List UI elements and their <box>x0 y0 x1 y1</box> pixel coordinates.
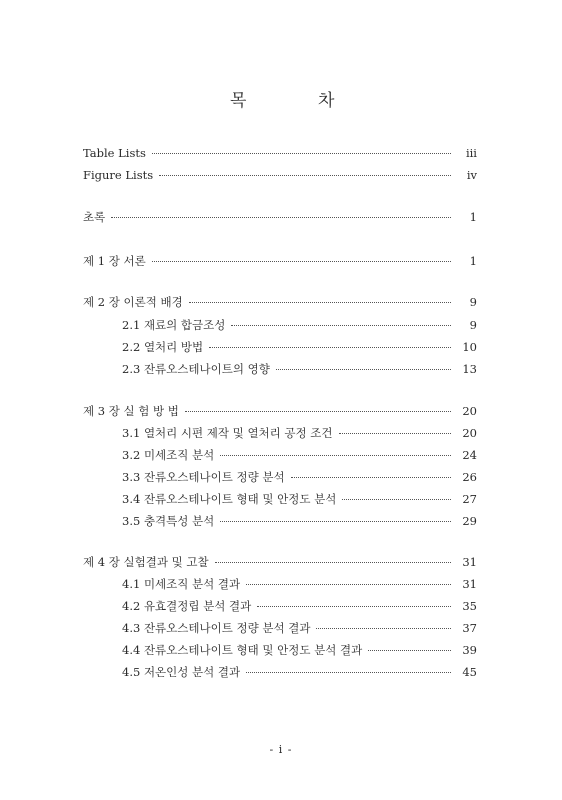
toc-entry-page: 9 <box>469 295 477 309</box>
toc-leader-dots <box>342 499 451 500</box>
toc-leader-dots <box>185 411 451 412</box>
toc-entry-section-2-3[interactable] <box>0 360 562 378</box>
toc-entry-label: 3.4 잔류오스테나이트 형태 및 안정도 분석 <box>122 492 337 506</box>
toc-entry-page: 24 <box>462 448 477 462</box>
toc-leader-dots <box>257 606 451 607</box>
toc-title-left: 목 <box>230 91 247 111</box>
toc-leader-dots <box>316 628 451 629</box>
toc-entry-page: 20 <box>462 426 477 440</box>
toc-entry-page: 1 <box>469 254 477 268</box>
toc-title-right: 차 <box>318 91 335 111</box>
toc-entry-page: 29 <box>462 514 477 528</box>
toc-entry-page: 31 <box>462 555 477 569</box>
toc-entry-section-4-2[interactable] <box>0 597 562 615</box>
toc-leader-dots <box>111 217 451 218</box>
toc-leader-dots <box>246 584 451 585</box>
toc-leader-dots <box>339 433 451 434</box>
toc-leader-dots <box>220 521 451 522</box>
toc-entry-abstract[interactable] <box>0 208 562 226</box>
toc-entry-section-3-4[interactable] <box>0 490 562 508</box>
toc-leader-dots <box>246 672 451 673</box>
toc-entry-page: 1 <box>469 210 477 224</box>
toc-entry-section-2-2[interactable] <box>0 338 562 356</box>
toc-leader-dots <box>159 175 451 176</box>
toc-entry-label: 3.2 미세조직 분석 <box>122 448 215 462</box>
toc-entry-section-4-3[interactable] <box>0 619 562 637</box>
toc-entry-table-lists[interactable] <box>0 144 562 162</box>
toc-entry-page: 9 <box>469 318 477 332</box>
toc-entry-page: 37 <box>462 621 477 635</box>
toc-entry-label: 초록 <box>83 210 106 224</box>
toc-entry-page: 35 <box>462 599 477 613</box>
page-number-footer: - i - <box>269 743 293 756</box>
toc-entry-section-4-5[interactable] <box>0 663 562 681</box>
toc-entry-section-2-1[interactable] <box>0 316 562 334</box>
toc-entry-page: iv <box>466 168 477 182</box>
toc-leader-dots <box>189 302 451 303</box>
toc-entry-label: 4.1 미세조직 분석 결과 <box>122 577 241 591</box>
toc-entry-label: 3.5 충격특성 분석 <box>122 514 215 528</box>
toc-entry-label: 제 3 장 실 험 방 법 <box>83 404 179 418</box>
toc-leader-dots <box>152 153 451 154</box>
toc-entry-section-3-1[interactable] <box>0 424 562 442</box>
toc-leader-dots <box>215 562 451 563</box>
toc-entry-section-3-2[interactable] <box>0 446 562 464</box>
toc-entry-page: iii <box>465 146 477 160</box>
toc-entry-label: 2.1 재료의 합금조성 <box>122 318 226 332</box>
toc-entry-page: 13 <box>462 362 477 376</box>
toc-entry-label: 제 1 장 서론 <box>83 254 146 268</box>
toc-entry-page: 27 <box>462 492 477 506</box>
toc-entry-page: 10 <box>462 340 477 354</box>
toc-entry-page: 39 <box>462 643 477 657</box>
toc-entry-label: 4.2 유효결정립 분석 결과 <box>122 599 252 613</box>
toc-entry-page: 45 <box>462 665 477 679</box>
toc-entry-section-4-4[interactable] <box>0 641 562 659</box>
toc-leader-dots <box>291 477 451 478</box>
toc-entry-label: 제 4 장 실험결과 및 고찰 <box>83 555 209 569</box>
toc-entry-label: 4.5 저온인성 분석 결과 <box>122 665 241 679</box>
toc-entry-label: 2.2 열처리 방법 <box>122 340 204 354</box>
toc-entry-chapter-4[interactable] <box>0 553 562 571</box>
toc-entry-section-3-5[interactable] <box>0 512 562 530</box>
toc-entry-chapter-3[interactable] <box>0 402 562 420</box>
toc-leader-dots <box>220 455 451 456</box>
toc-entry-section-4-1[interactable] <box>0 575 562 593</box>
toc-entry-section-3-3[interactable] <box>0 468 562 486</box>
toc-entry-label: 3.3 잔류오스테나이트 정량 분석 <box>122 470 285 484</box>
toc-leader-dots <box>276 369 451 370</box>
toc-leader-dots <box>209 347 451 348</box>
toc-entry-figure-lists[interactable] <box>0 166 562 184</box>
toc-entry-label: Figure Lists <box>83 168 154 182</box>
toc-entry-page: 20 <box>462 404 477 418</box>
toc-leader-dots <box>231 325 451 326</box>
toc-entry-page: 26 <box>462 470 477 484</box>
toc-entry-label: 4.4 잔류오스테나이트 형태 및 안정도 분석 결과 <box>122 643 363 657</box>
toc-leader-dots <box>152 261 451 262</box>
toc-entry-label: 4.3 잔류오스테나이트 정량 분석 결과 <box>122 621 311 635</box>
toc-entry-label: Table Lists <box>83 146 146 160</box>
toc-entry-page: 31 <box>462 577 477 591</box>
toc-entry-label: 3.1 열처리 시편 제작 및 열처리 공정 조건 <box>122 426 333 440</box>
toc-entry-chapter-2[interactable] <box>0 293 562 311</box>
toc-title <box>0 86 562 110</box>
toc-entry-label: 2.3 잔류오스테나이트의 영향 <box>122 362 270 376</box>
toc-entry-chapter-1[interactable] <box>0 252 562 270</box>
toc-entry-label: 제 2 장 이론적 배경 <box>83 295 183 309</box>
